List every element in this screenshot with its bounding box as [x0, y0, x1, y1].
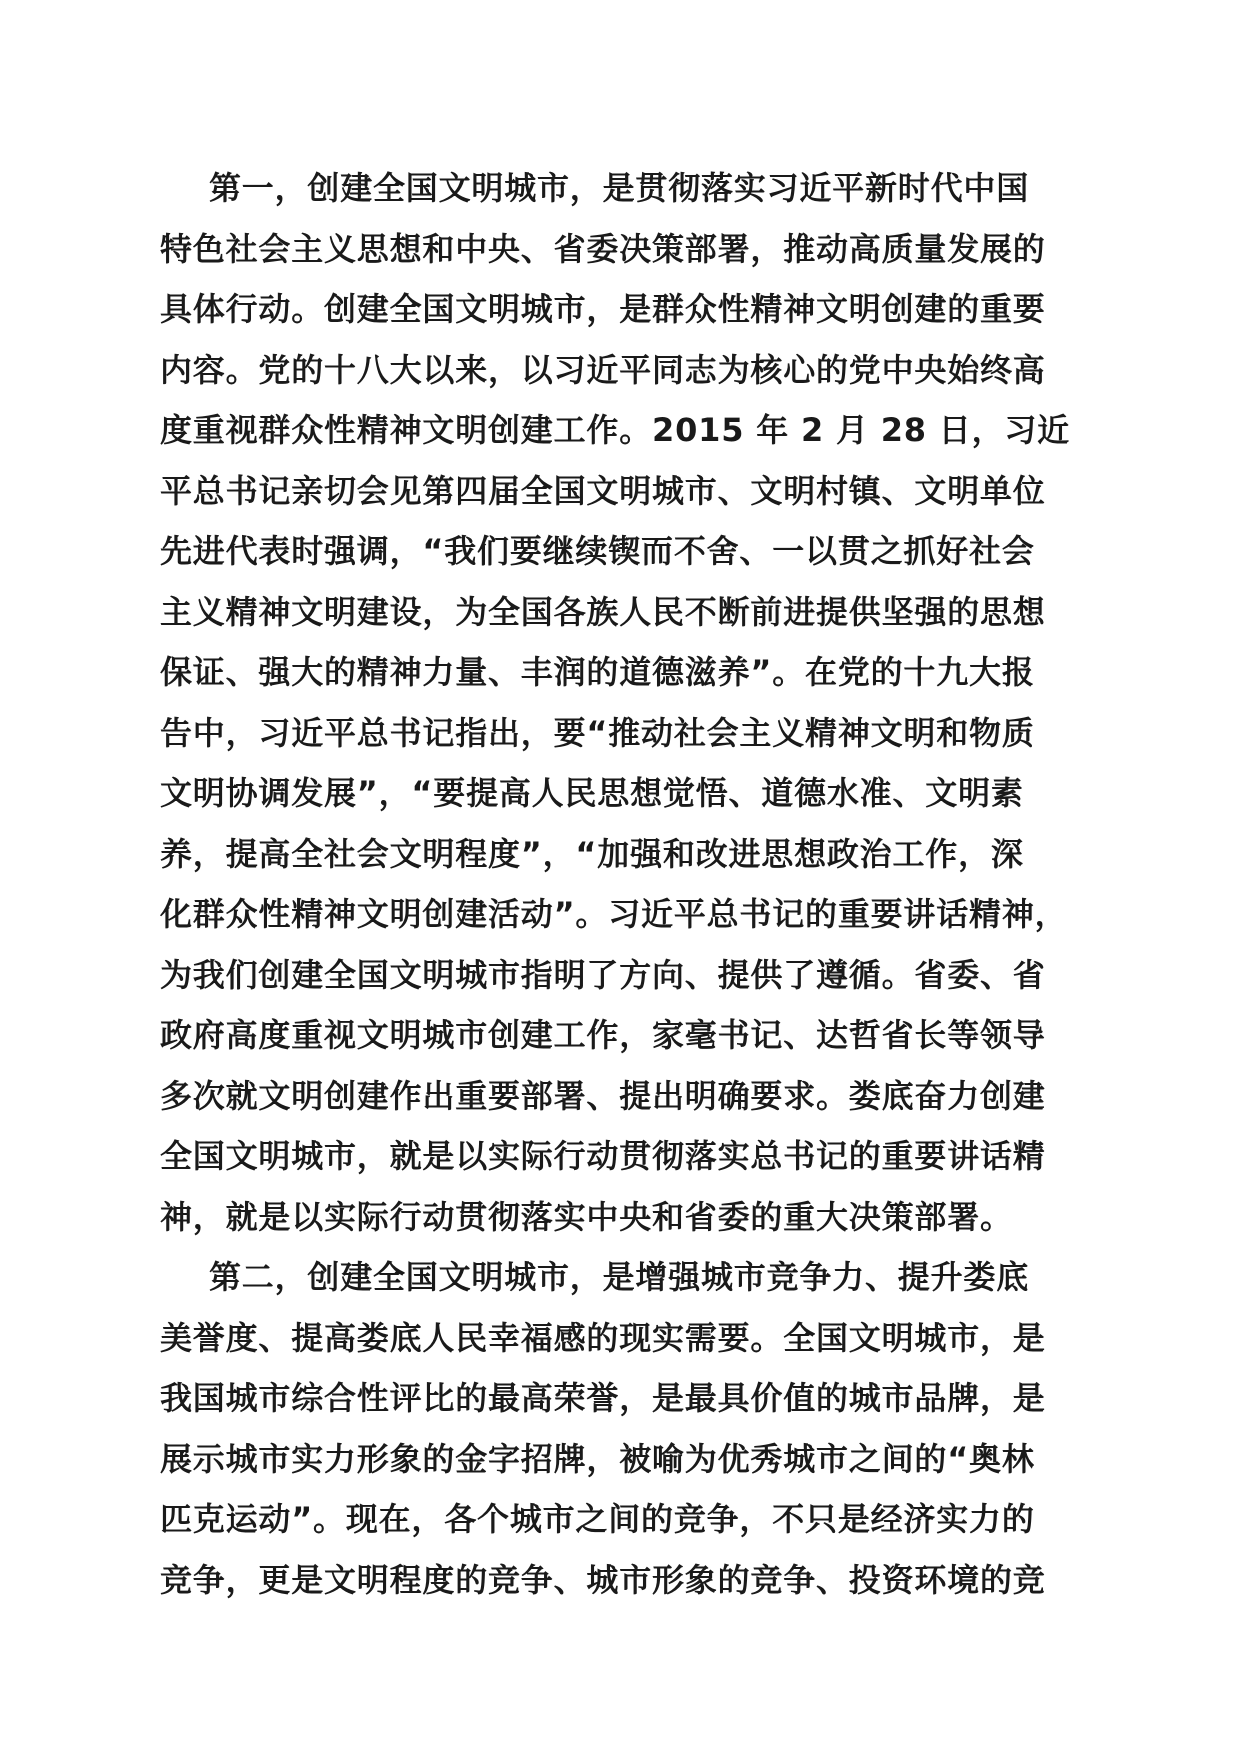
- text-line: 第一，创建全国文明城市，是贯彻落实习近平新时代中国: [209, 169, 1030, 207]
- text-line: 多次就文明创建作出重要部署、提出明确要求。娄底奋力创建: [160, 1076, 1046, 1115]
- text-line: 告中，习近平总书记指出，要“推动社会主义精神文明和物质: [160, 713, 1035, 752]
- text-line: 展示城市实力形象的金字招牌，被喻为优秀城市之间的“奥林: [160, 1439, 1035, 1478]
- text-line: 内容。党的十八大以来，以习近平同志为核心的党中央始终高: [160, 350, 1046, 389]
- body-text: [160, 158, 1090, 1610]
- text-line: 主义精神文明建设，为全国各族人民不断前进提供坚强的思想: [160, 592, 1046, 631]
- text-line: 神，就是以实际行动贯彻落实中央和省委的重大决策部署。: [160, 1197, 1013, 1236]
- text-line: 政府高度重视文明城市创建工作，家毫书记、达哲省长等领导: [160, 1016, 1046, 1054]
- text-line: 具体行动。创建全国文明城市，是群众性精神文明创建的重要: [160, 290, 1046, 328]
- text-line: 化群众性精神文明创建活动”。习近平总书记的重要讲话精神，: [160, 895, 1068, 933]
- paragraph-1: [160, 158, 1090, 1247]
- text-line: 美誉度、提高娄底人民幸福感的现实需要。全国文明城市，是: [160, 1318, 1046, 1357]
- text-line: 度重视群众性精神文明创建工作。2015 年 2 月 28 日，习近: [160, 411, 1070, 449]
- text-line: 保证、强大的精神力量、丰润的道德滋养”。在党的十九大报: [160, 653, 1035, 691]
- text-line: 第二，创建全国文明城市，是增强城市竞争力、提升娄底: [209, 1258, 1030, 1296]
- text-line: 为我们创建全国文明城市指明了方向、提供了遵循。省委、省: [160, 955, 1046, 994]
- text-line: 我国城市综合性评比的最高荣誉，是最具价值的城市品牌，是: [160, 1379, 1046, 1417]
- text-line: 特色社会主义思想和中央、省委决策部署，推动高质量发展的: [160, 229, 1046, 268]
- text-line: 文明协调发展”，“要提高人民思想觉悟、道德水准、文明素: [160, 774, 1024, 812]
- text-line: 养，提高全社会文明程度”，“加强和改进思想政治工作，深: [160, 834, 1024, 873]
- text-line: 匹克运动”。现在，各个城市之间的竞争，不只是经济实力的: [160, 1500, 1035, 1538]
- text-line: 平总书记亲切会见第四届全国文明城市、文明村镇、文明单位: [160, 471, 1046, 510]
- text-line: 先进代表时强调，“我们要继续锲而不舍、一以贯之抓好社会: [160, 532, 1035, 570]
- text-line: 全国文明城市，就是以实际行动贯彻落实总书记的重要讲话精: [160, 1137, 1046, 1175]
- paragraph-2: [160, 1247, 1090, 1610]
- text-line: 竞争，更是文明程度的竞争、城市形象的竞争、投资环境的竞: [160, 1560, 1046, 1599]
